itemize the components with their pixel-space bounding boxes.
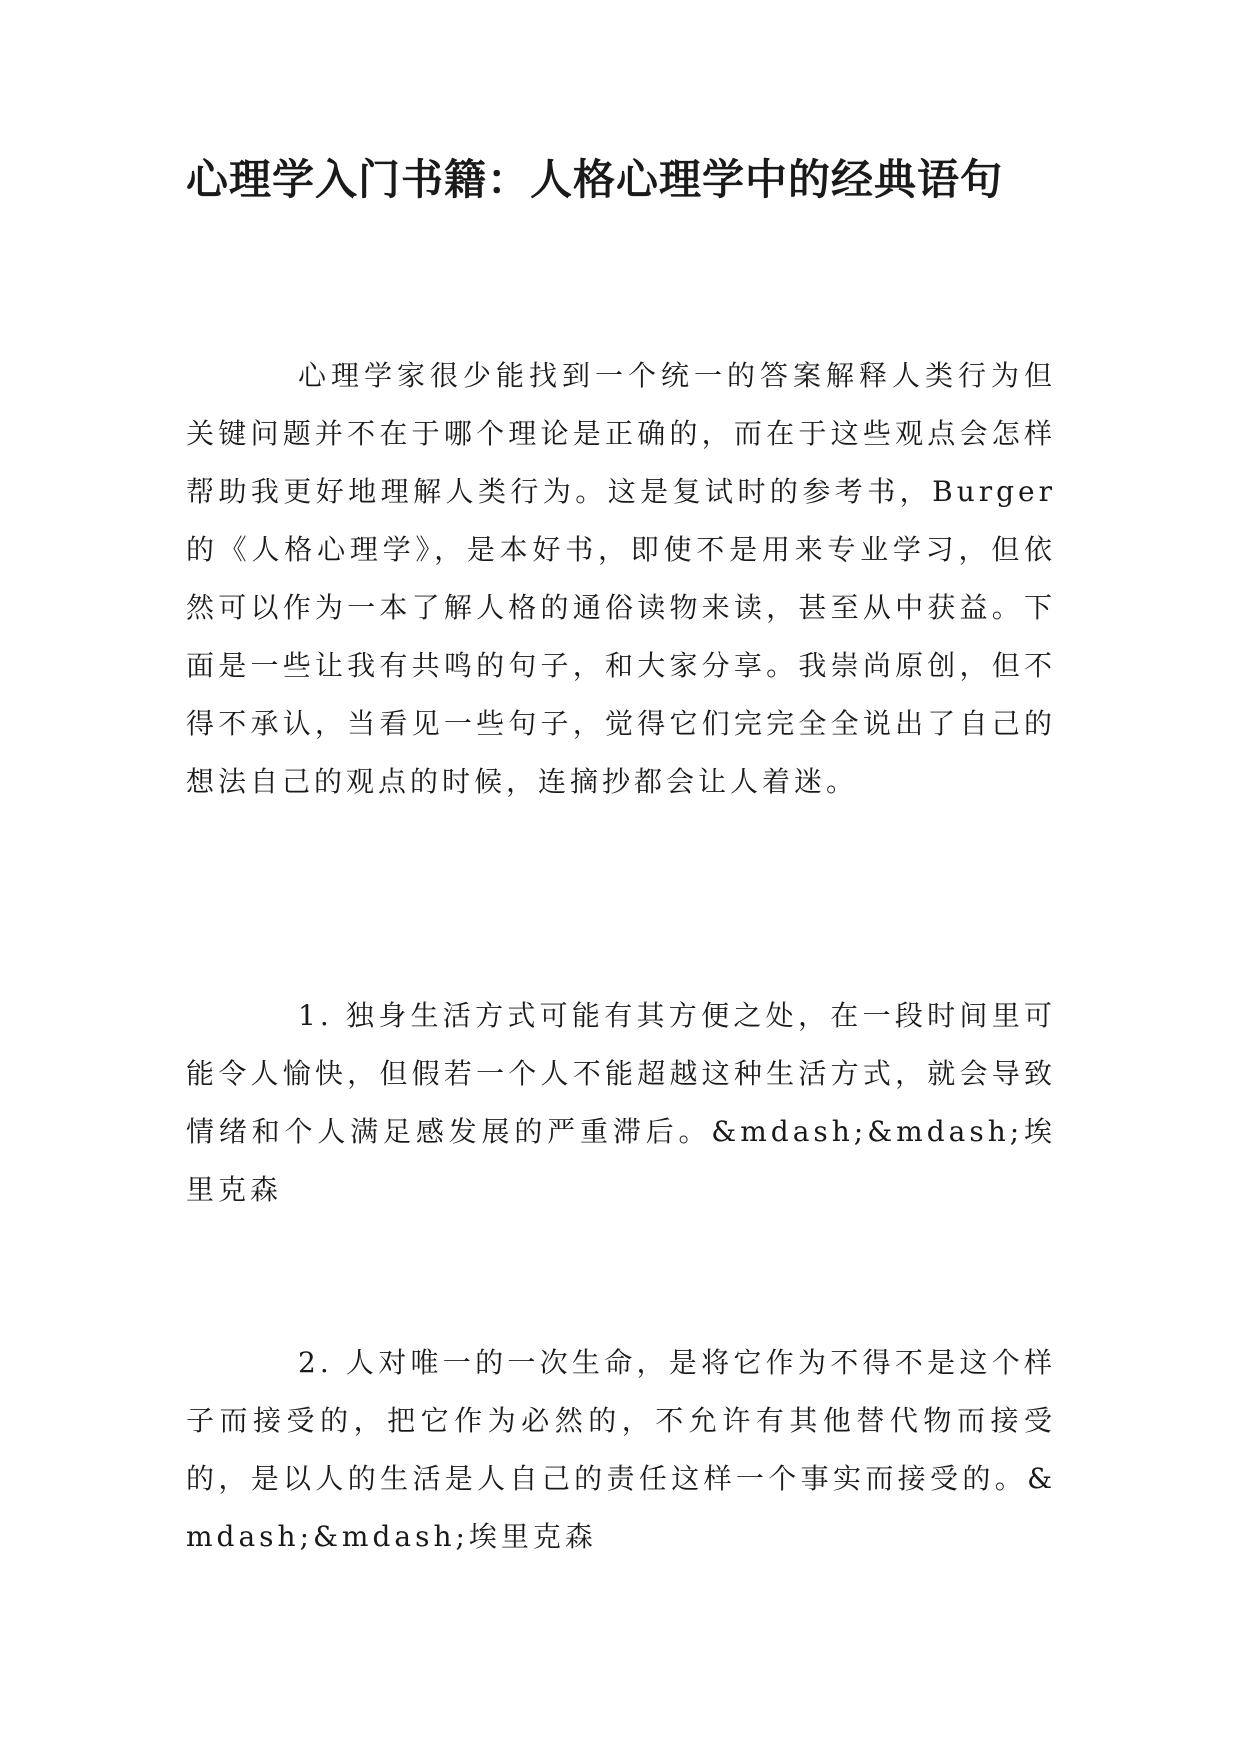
quote-paragraph-2: 2. 人对唯一的一次生命，是将它作为不得不是这个样子而接受的，把它作为必然的，不允许有其他替代物而接受的，是以人的生活是人自己的责任这样一个事实而接受的。&mdash;&mdash;埃里克森 xyxy=(186,1346,1056,1553)
quote-paragraph-1: 1. 独身生活方式可能有其方便之处，在一段时间里可能令人愉快，但假若一个人不能超越这种生活方式，就会导致情绪和个人满足感发展的严重滞后。&mdash;&mdash;埃里克森 xyxy=(186,999,1056,1206)
document-title: 心理学入门书籍：人格心理学中的经典语句 xyxy=(186,155,1004,204)
intro-paragraph: 心理学家很少能找到一个统一的答案解释人类行为但关键问题并不在于哪个理论是正确的，而在于这些观点会怎样帮助我更好地理解人类行为。这是复试时的参考书，Burger的《人格心理学》，是本好书，即使不是用来专业学习，但依然可以作为一本了解人格的通俗读物来读，甚至从中获益。下面是一些让我有共鸣的句子，和大家分享。我崇尚原创，但不得不承认，当看见一些句子，觉得它们完完全全说出了自己的想法自己的观点的时候，连摘抄都会让人着迷。 xyxy=(186,359,1056,798)
